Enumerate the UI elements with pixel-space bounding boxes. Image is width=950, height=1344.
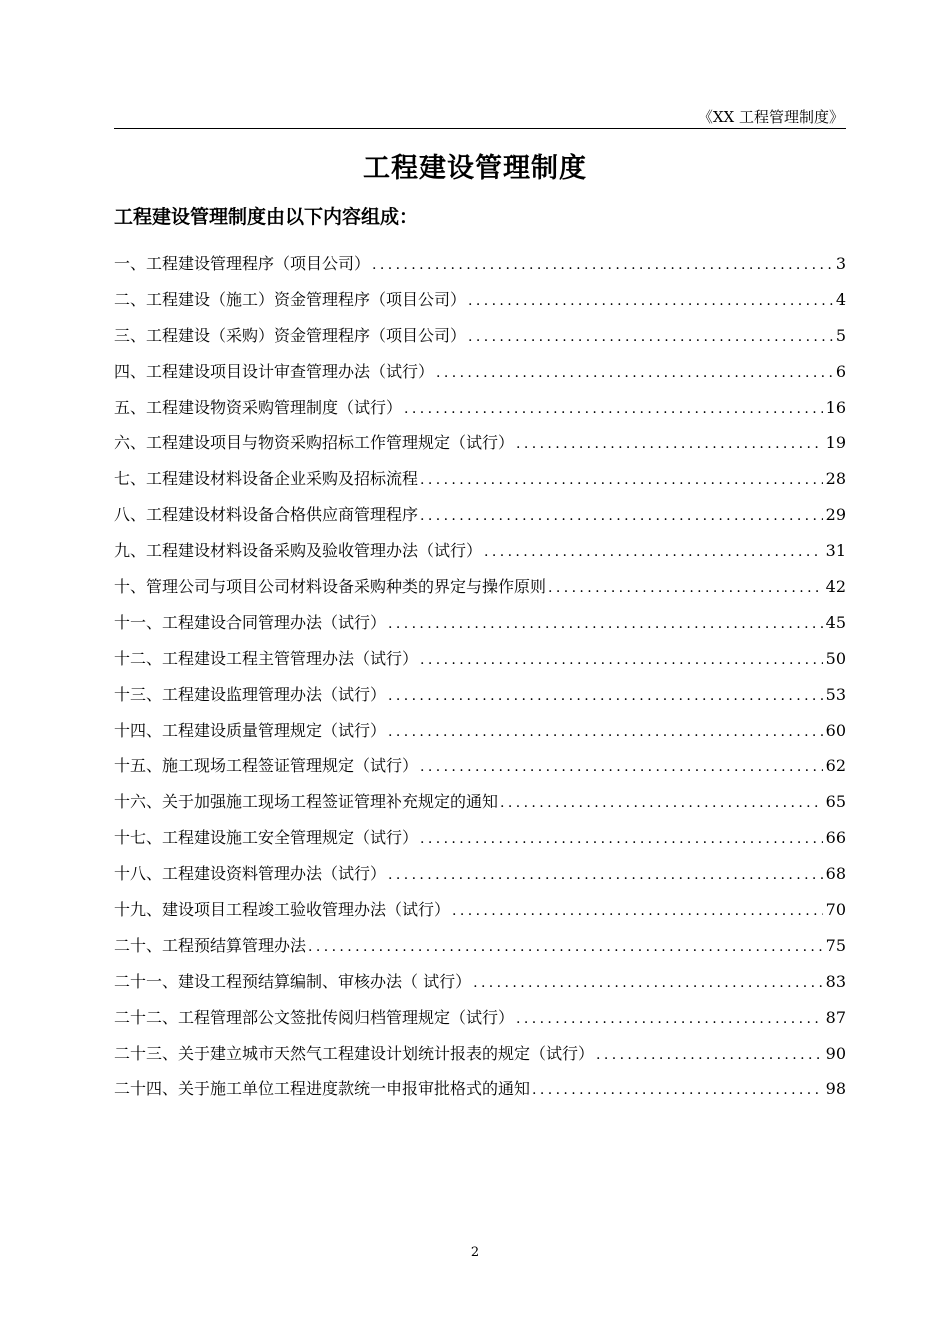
toc-entry[interactable] xyxy=(114,502,846,538)
toc-dot-leader xyxy=(596,1047,823,1063)
toc-entry-page: 87 xyxy=(825,1007,846,1027)
toc-entry[interactable] xyxy=(114,466,846,502)
toc-dot-leader xyxy=(452,903,823,919)
toc-entry-page: 6 xyxy=(835,361,846,381)
toc-entry-page: 83 xyxy=(825,971,846,991)
toc-entry-label: 七、工程建设材料设备企业采购及招标流程 xyxy=(114,469,419,489)
toc-entry[interactable] xyxy=(114,861,846,897)
page-number: 2 xyxy=(470,1245,480,1260)
toc-entry[interactable] xyxy=(114,538,846,574)
toc-entry-label: 十三、工程建设监理管理办法（试行） xyxy=(114,684,387,704)
toc-entry[interactable] xyxy=(114,395,846,431)
toc-dot-leader xyxy=(473,975,823,991)
toc-dot-leader xyxy=(388,724,823,740)
toc-entry[interactable] xyxy=(114,969,846,1005)
toc-entry-label: 十一、工程建设合同管理办法（试行） xyxy=(114,612,387,632)
toc-entry-page: 62 xyxy=(825,756,846,776)
toc-dot-leader xyxy=(308,939,823,955)
toc-entry[interactable] xyxy=(114,1005,846,1041)
toc-entry-label: 二十二、工程管理部公文签批传阅归档管理规定（试行） xyxy=(114,1007,515,1027)
toc-entry[interactable] xyxy=(114,430,846,466)
toc-entry-page: 28 xyxy=(825,469,846,489)
toc-entry[interactable] xyxy=(114,323,846,359)
toc-entry-label: 二十四、关于施工单位工程进度款统一申报审批格式的通知 xyxy=(114,1079,531,1099)
toc-entry-label: 三、工程建设（采购）资金管理程序（项目公司） xyxy=(114,325,467,345)
toc-dot-leader xyxy=(468,329,833,345)
toc-entry-page: 90 xyxy=(825,1043,846,1063)
toc-entry-page: 70 xyxy=(825,900,846,920)
toc-entry-page: 5 xyxy=(835,325,846,345)
toc-entry-label: 二、工程建设（施工）资金管理程序（项目公司） xyxy=(114,289,467,309)
toc-entry-page: 66 xyxy=(825,828,846,848)
toc-entry-label: 六、工程建设项目与物资采购招标工作管理规定（试行） xyxy=(114,433,515,453)
toc-entry[interactable] xyxy=(114,825,846,861)
toc-entry-page: 31 xyxy=(825,541,846,561)
toc-dot-leader xyxy=(420,472,823,488)
toc-entry-label: 四、工程建设项目设计审查管理办法（试行） xyxy=(114,361,435,381)
toc-entry-page: 50 xyxy=(825,648,846,668)
toc-entry[interactable] xyxy=(114,610,846,646)
toc-entry[interactable] xyxy=(114,682,846,718)
toc-entry-label: 十九、建设项目工程竣工验收管理办法（试行） xyxy=(114,900,451,920)
toc-entry-page: 4 xyxy=(835,289,846,309)
toc-entry[interactable] xyxy=(114,789,846,825)
toc-entry-page: 19 xyxy=(825,433,846,453)
toc-entry-page: 98 xyxy=(825,1079,846,1099)
toc-entry-label: 十二、工程建设工程主管管理办法（试行） xyxy=(114,648,419,668)
toc-dot-leader xyxy=(516,1011,823,1027)
toc-entry-page: 3 xyxy=(835,254,846,273)
toc-dot-leader xyxy=(420,508,823,524)
toc-entry-page: 42 xyxy=(825,577,846,597)
toc-entry[interactable] xyxy=(114,753,846,789)
toc-entry[interactable] xyxy=(114,897,846,933)
toc-entry[interactable] xyxy=(114,718,846,754)
toc-dot-leader xyxy=(420,759,823,775)
toc-entry-label: 十七、工程建设施工安全管理规定（试行） xyxy=(114,828,419,848)
toc-entry[interactable] xyxy=(114,574,846,610)
toc-intro: 工程建设管理制度由以下内容组成： xyxy=(114,206,419,228)
toc-entry-label: 十六、关于加强施工现场工程签证管理补充规定的通知 xyxy=(114,792,499,812)
toc-entry[interactable] xyxy=(114,646,846,682)
toc-dot-leader xyxy=(420,831,823,847)
toc-entry[interactable] xyxy=(114,251,846,287)
header-rule xyxy=(114,128,846,129)
toc-entry-label: 十八、工程建设资料管理办法（试行） xyxy=(114,864,387,884)
toc-entry-label: 五、工程建设物资采购管理制度（试行） xyxy=(114,397,403,417)
toc-dot-leader xyxy=(436,365,833,381)
toc-dot-leader xyxy=(532,1082,823,1098)
toc-entry-label: 十、管理公司与项目公司材料设备采购种类的界定与操作原则 xyxy=(114,577,547,597)
toc-dot-leader xyxy=(388,867,823,883)
toc-entry-label: 二十、工程预结算管理办法 xyxy=(114,935,307,955)
toc-dot-leader xyxy=(500,795,823,811)
toc-entry-label: 九、工程建设材料设备采购及验收管理办法（试行） xyxy=(114,541,483,561)
toc-entry-page: 29 xyxy=(825,505,846,525)
toc-entry[interactable] xyxy=(114,287,846,323)
running-header: 《XX 工程管理制度》 xyxy=(697,108,844,126)
toc-dot-leader xyxy=(468,293,833,309)
toc-dot-leader xyxy=(388,616,823,632)
toc-entry-label: 八、工程建设材料设备合格供应商管理程序 xyxy=(114,505,419,525)
table-of-contents xyxy=(114,251,846,1112)
toc-dot-leader xyxy=(404,401,823,417)
toc-dot-leader xyxy=(516,436,823,452)
toc-entry[interactable] xyxy=(114,933,846,969)
toc-entry-page: 60 xyxy=(825,720,846,740)
toc-dot-leader xyxy=(388,688,823,704)
toc-entry-label: 十四、工程建设质量管理规定（试行） xyxy=(114,720,387,740)
toc-entry-page: 53 xyxy=(825,684,846,704)
toc-dot-leader xyxy=(548,580,823,596)
toc-dot-leader xyxy=(420,652,823,668)
toc-entry[interactable] xyxy=(114,1076,846,1112)
toc-entry-page: 45 xyxy=(825,612,846,632)
document-title: 工程建设管理制度 xyxy=(363,153,587,184)
toc-entry-label: 二十一、建设工程预结算编制、审核办法（ 试行） xyxy=(114,971,472,991)
toc-entry-page: 16 xyxy=(825,397,846,417)
toc-dot-leader xyxy=(372,257,833,273)
toc-dot-leader xyxy=(484,544,823,560)
toc-entry-page: 68 xyxy=(825,864,846,884)
toc-entry-page: 65 xyxy=(825,792,846,812)
toc-entry[interactable] xyxy=(114,359,846,395)
toc-entry-label: 十五、施工现场工程签证管理规定（试行） xyxy=(114,756,419,776)
toc-entry-label: 二十三、关于建立城市天然气工程建设计划统计报表的规定（试行） xyxy=(114,1043,595,1063)
toc-entry[interactable] xyxy=(114,1041,846,1077)
toc-entry-label: 一、工程建设管理程序（项目公司） xyxy=(114,254,371,273)
toc-entry-page: 75 xyxy=(825,935,846,955)
